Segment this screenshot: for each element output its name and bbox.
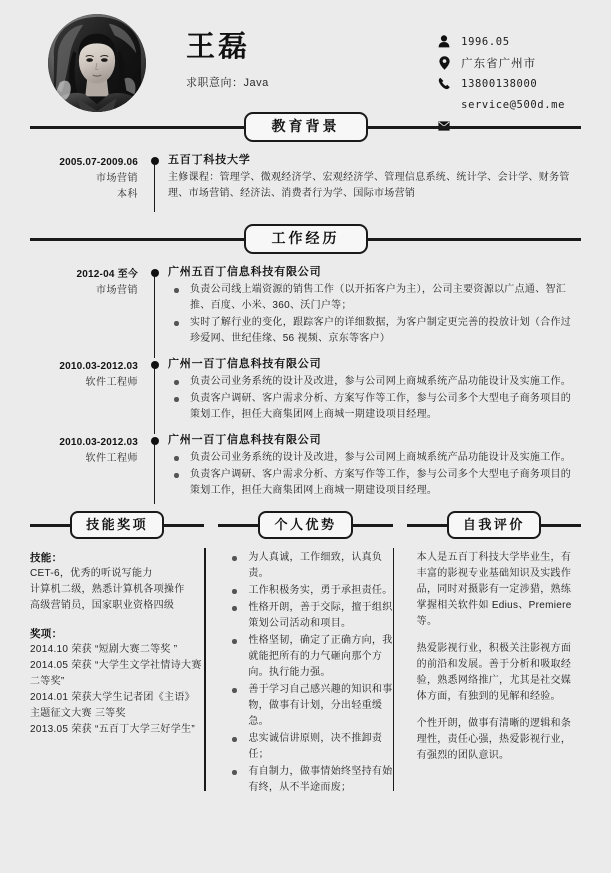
job-objective: 求职意向：Java xyxy=(186,76,269,89)
contact-location xyxy=(437,53,565,72)
timeline-dot xyxy=(151,157,159,165)
work-role: 软件工程师 xyxy=(85,377,138,388)
timeline-rail xyxy=(148,356,162,432)
strength-item: 为人真诚，工作细致，认真负责。 xyxy=(228,550,392,582)
column-evaluation xyxy=(393,510,581,797)
education-entry-meta xyxy=(30,152,148,210)
education-degree: 本科 xyxy=(117,189,138,200)
strengths-list xyxy=(228,550,392,796)
avatar xyxy=(48,14,146,112)
section-title-skills: 技能奖项 xyxy=(70,511,164,540)
strength-item: 工作积极务实，勇于承担责任。 xyxy=(228,583,392,599)
column-divider xyxy=(393,548,394,791)
resume-header xyxy=(0,0,611,112)
timeline-rail xyxy=(148,264,162,356)
skill-line: CET-6，优秀的听说写能力 xyxy=(30,568,153,579)
phone-icon xyxy=(437,77,451,91)
work-entries xyxy=(0,264,611,508)
education-entry xyxy=(30,152,581,210)
section-rule-left xyxy=(407,524,447,527)
work-entry-meta xyxy=(30,264,148,356)
section-rule-left xyxy=(30,238,244,241)
work-entry xyxy=(30,264,581,356)
timeline-line xyxy=(154,441,155,504)
portrait-photo xyxy=(48,14,146,112)
evaluation-body xyxy=(407,550,581,764)
education-entry-detail xyxy=(162,152,581,210)
section-header-strengths xyxy=(218,510,392,540)
award-line: 2014.10 荣获 “短剧大赛二等奖 ” xyxy=(30,644,178,655)
strength-item: 性格坚韧，确定了正确方向，我就能把所有的力气砸向那个方向。执行能力强。 xyxy=(228,633,392,681)
timeline-rail xyxy=(148,152,162,210)
work-bullet: 负责客户调研、客户需求分析、方案写作等工作，参与公司多个大型电子商务项目的策划工作，担任大商集团网上商城一期建设项目经理。 xyxy=(168,467,581,499)
section-rule-left xyxy=(30,126,244,129)
bottom-columns xyxy=(0,510,611,797)
strength-item: 性格开朗，善于交际，擅于组织策划公司活动和项目。 xyxy=(228,600,392,632)
education-date: 2005.07-2009.06 xyxy=(59,157,138,168)
contact-location-text: 广东省广州市 xyxy=(461,57,537,70)
section-rule-left xyxy=(30,524,70,527)
award-line: 2013.05 荣获 “五百丁大学三好学生” xyxy=(30,724,195,735)
section-header-evaluation xyxy=(407,510,581,540)
contact-email xyxy=(437,95,565,114)
award-line: 2014.01 荣获大学生记者团《主语》主题征文大赛 三等奖 xyxy=(30,692,195,719)
awards-label: 奖项： xyxy=(30,628,63,640)
evaluation-paragraph: 热爱影视行业，积极关注影视方面的前沿和发展。善于分析和吸取经验，熟悉网络推广，尤其是社交媒体方面，有独到的见解和经验。 xyxy=(416,643,572,702)
envelope-icon xyxy=(437,98,451,112)
timeline-line xyxy=(154,273,155,358)
section-header-skills xyxy=(30,510,204,540)
column-skills xyxy=(30,510,204,797)
contact-email-text: service@500d.me xyxy=(461,98,565,111)
education-major: 市场营销 xyxy=(96,173,138,184)
work-entry xyxy=(30,356,581,432)
work-date: 2010.03-2012.03 xyxy=(59,437,138,448)
work-bullet: 负责公司业务系统的设计及改进，参与公司网上商城系统产品功能设计及实施工作。 xyxy=(168,450,581,466)
candidate-name: 王磊 xyxy=(186,31,251,64)
work-entry-detail xyxy=(162,432,581,508)
evaluation-paragraph: 本人是五百丁科技大学毕业生，有丰富的影视专业基础知识及实践作品，同时对摄影有一定涉猎，熟练掌握相关软件如 Edius、Premiere 等。 xyxy=(416,552,572,627)
work-bullets xyxy=(168,374,581,423)
section-rule-right xyxy=(164,524,204,527)
section-rule-left xyxy=(218,524,258,527)
work-entry-meta xyxy=(30,356,148,432)
work-bullet: 负责公司线上端资源的销售工作（以开拓客户为主），公司主要资源以广点通、智汇推、百度、小米、360、沃门户等； xyxy=(168,282,581,314)
identity-block xyxy=(186,32,269,94)
section-rule-right xyxy=(368,126,582,129)
education-entries xyxy=(0,152,611,210)
work-entry-detail xyxy=(162,356,581,432)
section-title-education: 教育背景 xyxy=(244,112,368,142)
work-date: 2010.03-2012.03 xyxy=(59,361,138,372)
strength-item: 忠实诚信讲原则，决不推卸责任； xyxy=(228,731,392,763)
work-bullets xyxy=(168,282,581,347)
column-divider xyxy=(204,548,205,791)
education-school: 五百丁科技大学 xyxy=(168,154,251,166)
work-bullet: 实时了解行业的变化，跟踪客户的详细数据，为客户制定更完善的投放计划（合作过珍爱网、世纪佳缘、56 视频、京东等客户） xyxy=(168,315,581,347)
column-strengths xyxy=(204,510,392,797)
section-rule-right xyxy=(368,238,582,241)
work-bullet: 负责客户调研、客户需求分析、方案写作等工作，参与公司多个大型电子商务项目的策划工作，担任大商集团网上商城一期建设项目经理。 xyxy=(168,391,581,423)
skills-body xyxy=(30,550,204,738)
work-role: 市场营销 xyxy=(96,285,138,296)
timeline-dot xyxy=(151,437,159,445)
strength-item: 善于学习自己感兴趣的知识和事物，做事有计划，分出轻重缓急。 xyxy=(228,682,392,730)
contact-list xyxy=(437,24,565,137)
section-rule-right xyxy=(353,524,393,527)
section-title-work: 工作经历 xyxy=(244,224,368,254)
work-role: 软件工程师 xyxy=(85,453,138,464)
contact-phone-text: 13800138000 xyxy=(461,77,538,90)
work-bullets xyxy=(168,450,581,499)
work-entry-meta xyxy=(30,432,148,508)
work-company: 广州五百丁信息科技有限公司 xyxy=(168,266,322,278)
education-courses: 主修课程：管理学、微观经济学、宏观经济学、管理信息系统、统计学、会计学、财务管理、市场营销、经济法、消费者行为学、国际市场营销 xyxy=(168,172,570,199)
person-icon xyxy=(437,35,451,49)
timeline-dot xyxy=(151,269,159,277)
timeline-rail xyxy=(148,432,162,508)
skill-line: 计算机二级，熟悉计算机各项操作 xyxy=(30,584,185,595)
section-title-evaluation: 自我评价 xyxy=(447,511,541,540)
section-rule-right xyxy=(541,524,581,527)
evaluation-paragraph: 个性开朗，做事有清晰的逻辑和条理性，责任心强，热爱影视行业，有强烈的团队意识。 xyxy=(416,718,572,761)
work-entry xyxy=(30,432,581,508)
timeline-line xyxy=(154,365,155,434)
work-company: 广州一百丁信息科技有限公司 xyxy=(168,358,322,370)
spacer xyxy=(30,614,204,626)
timeline-dot xyxy=(151,361,159,369)
contact-phone xyxy=(437,74,565,93)
contact-birthday-text: 1996.05 xyxy=(461,35,510,48)
timeline-line xyxy=(154,161,155,212)
skill-line: 高级营销员，国家职业资格四级 xyxy=(30,600,175,611)
skills-label: 技能： xyxy=(30,552,63,564)
award-line: 2014.05 荣获 “大学生文学社情诗大赛二等奖” xyxy=(30,660,202,687)
work-bullet: 负责公司业务系统的设计及改进，参与公司网上商城系统产品功能设计及实施工作。 xyxy=(168,374,581,390)
location-pin-icon xyxy=(437,56,451,70)
strengths-body xyxy=(218,550,392,796)
strength-item: 有自制力，做事情始终坚持有始有终，从不半途而废； xyxy=(228,764,392,796)
work-date: 2012-04 至今 xyxy=(76,269,138,280)
section-header-work xyxy=(30,224,581,254)
work-company: 广州一百丁信息科技有限公司 xyxy=(168,434,322,446)
work-entry-detail xyxy=(162,264,581,356)
contact-birthday xyxy=(437,32,565,51)
section-title-strengths: 个人优势 xyxy=(258,511,352,540)
